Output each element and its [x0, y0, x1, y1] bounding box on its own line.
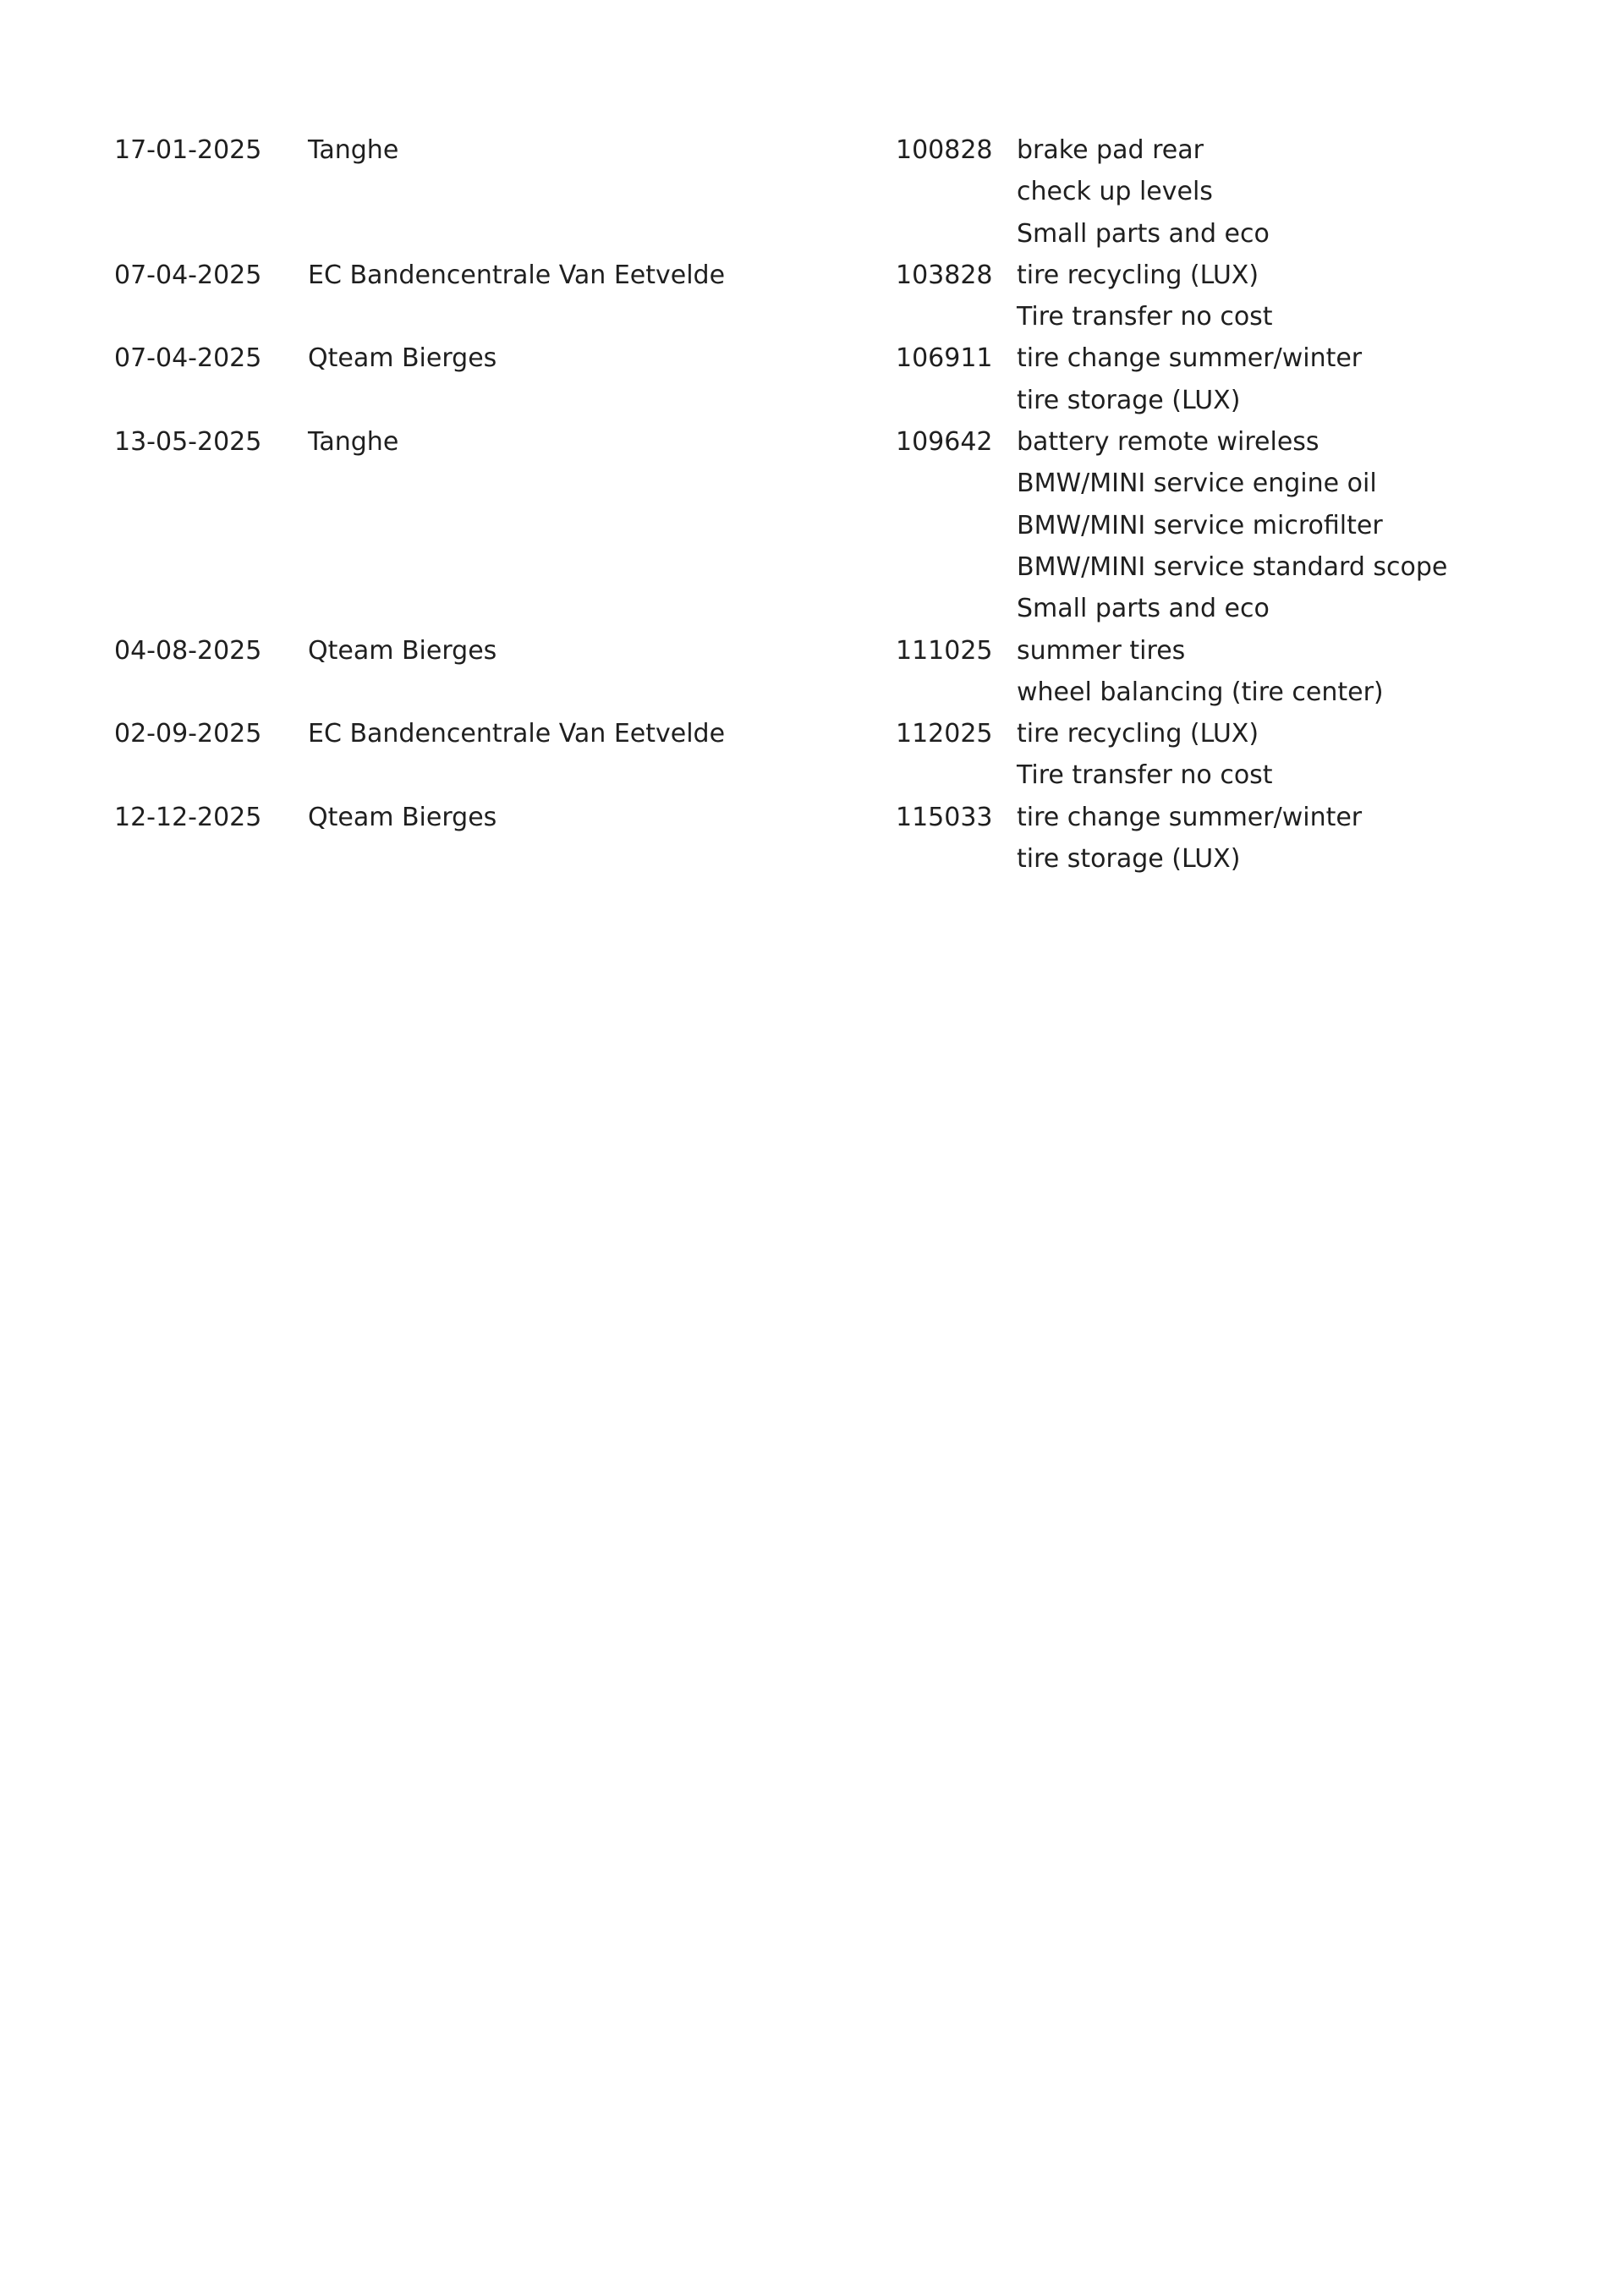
entry-garage: EC Bandencentrale Van Eetvelde	[308, 260, 726, 290]
entry-items	[1017, 255, 1273, 338]
entry-date: 07-04-2025	[114, 260, 262, 290]
entry-number: 100828	[896, 135, 993, 165]
entry-item: brake pad rear	[1017, 135, 1204, 165]
service-entry	[114, 421, 1535, 629]
entry-number: 112025	[896, 719, 993, 749]
service-entry	[114, 797, 1535, 880]
entry-date: 02-09-2025	[114, 719, 262, 749]
service-entry	[114, 630, 1535, 714]
entry-number: 106911	[896, 343, 993, 374]
entry-garage: Qteam Bierges	[308, 635, 497, 666]
entry-item: tire storage (LUX)	[1017, 844, 1241, 875]
entry-items	[1017, 797, 1362, 880]
entry-garage: Qteam Bierges	[308, 343, 497, 374]
entry-garage: EC Bandencentrale Van Eetvelde	[308, 719, 726, 749]
entry-number: 115033	[896, 802, 993, 832]
entry-items	[1017, 337, 1362, 421]
entry-item: tire change summer/winter	[1017, 343, 1363, 374]
entry-item: check up levels	[1017, 177, 1213, 207]
entry-item: BMW/MINI service engine oil	[1017, 469, 1377, 499]
entry-number: 111025	[896, 635, 993, 666]
entry-item: Small parts and eco	[1017, 218, 1270, 249]
entry-item: wheel balancing (tire center)	[1017, 677, 1384, 707]
entry-date: 12-12-2025	[114, 802, 262, 832]
entry-garage: Tanghe	[308, 135, 399, 165]
entry-item: BMW/MINI service standard scope	[1017, 551, 1448, 582]
entry-date: 04-08-2025	[114, 635, 262, 666]
entry-number: 109642	[896, 427, 993, 458]
entry-date: 13-05-2025	[114, 427, 262, 458]
entry-item: Tire transfer no cost	[1017, 760, 1273, 791]
entry-item: battery remote wireless	[1017, 427, 1320, 458]
entry-number: 103828	[896, 260, 993, 290]
entry-item: BMW/MINI service microfilter	[1017, 510, 1383, 540]
entry-items	[1017, 713, 1273, 797]
entry-item: Small parts and eco	[1017, 594, 1270, 624]
entry-items	[1017, 630, 1384, 714]
entry-item: tire recycling (LUX)	[1017, 719, 1259, 749]
entry-items	[1017, 129, 1270, 255]
service-entry	[114, 337, 1535, 421]
entry-date: 17-01-2025	[114, 135, 262, 165]
service-entry	[114, 129, 1535, 255]
entry-garage: Tanghe	[308, 427, 399, 458]
entry-item: Tire transfer no cost	[1017, 302, 1273, 332]
entry-garage: Qteam Bierges	[308, 802, 497, 832]
entry-item: tire recycling (LUX)	[1017, 260, 1259, 290]
entry-item: tire change summer/winter	[1017, 802, 1363, 832]
entry-items	[1017, 421, 1447, 629]
entry-date: 07-04-2025	[114, 343, 262, 374]
service-history-list	[114, 129, 1535, 880]
entry-item: summer tires	[1017, 635, 1186, 666]
entry-item: tire storage (LUX)	[1017, 385, 1241, 415]
service-entry	[114, 713, 1535, 797]
service-entry	[114, 255, 1535, 338]
